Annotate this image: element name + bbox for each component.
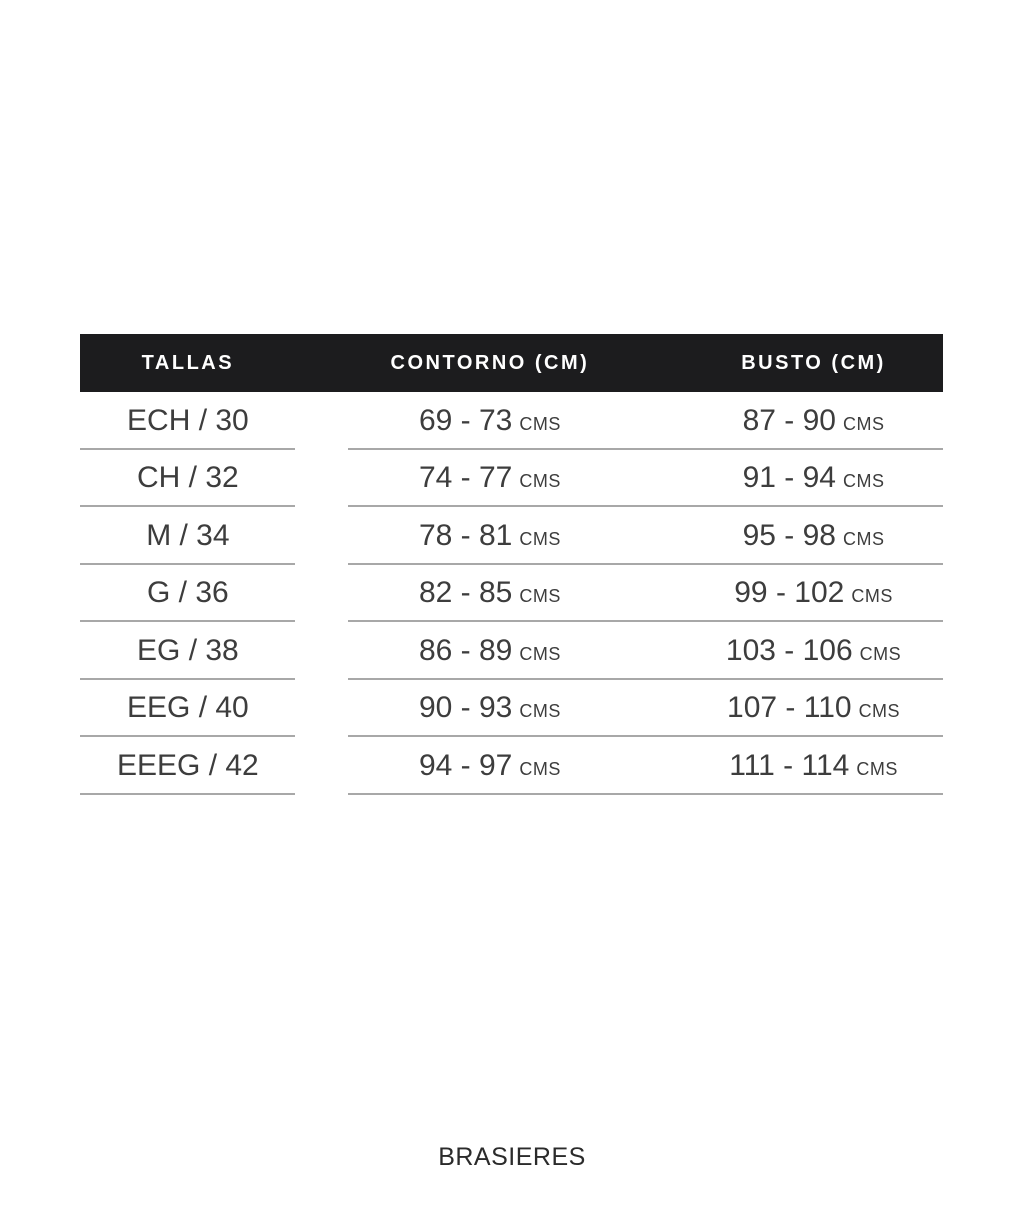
table-row [80, 565, 943, 623]
size-chart-table [80, 334, 943, 795]
table-row [80, 680, 943, 738]
contorno-unit-label: CMS [519, 471, 561, 492]
contorno-range-value: 90 - 93 [418, 691, 513, 725]
size-value: G / 36 [147, 576, 229, 610]
busto-range-value: 103 - 106 [725, 633, 853, 667]
table-row [80, 507, 943, 565]
contorno-range-value: 86 - 89 [418, 633, 513, 667]
busto-range-value: 99 - 102 [734, 576, 845, 610]
contorno-range-value: 78 - 81 [418, 518, 513, 552]
size-cell [80, 634, 296, 668]
size-cell [80, 576, 296, 610]
category-caption: BRASIERES [438, 1143, 586, 1171]
size-cell [80, 404, 296, 438]
contorno-cell [296, 691, 684, 725]
table-row [80, 450, 943, 508]
busto-cell [684, 691, 943, 725]
contorno-cell [296, 576, 684, 610]
busto-range-value: 111 - 114 [729, 748, 850, 782]
contorno-range-value: 74 - 77 [418, 461, 513, 495]
busto-range-value: 107 - 110 [727, 691, 852, 725]
size-value: ECH / 30 [127, 403, 249, 437]
table-header-row [80, 334, 943, 392]
busto-unit-label: CMS [842, 413, 885, 434]
contorno-cell [296, 461, 684, 495]
size-cell [80, 519, 296, 553]
busto-cell [684, 461, 943, 495]
table-row [80, 392, 943, 450]
busto-cell [684, 576, 943, 610]
size-value: EG / 38 [137, 633, 239, 667]
column-header-contorno: CONTORNO (CM) [390, 351, 590, 374]
column-header-busto: BUSTO (CM) [741, 351, 886, 374]
busto-unit-label: CMS [858, 701, 901, 722]
contorno-range-value: 94 - 97 [418, 748, 513, 782]
size-cell [80, 461, 296, 495]
contorno-unit-label: CMS [519, 413, 561, 434]
size-cell [80, 749, 296, 783]
table-row [80, 737, 943, 795]
contorno-unit-label: CMS [519, 528, 561, 549]
contorno-unit-label: CMS [519, 586, 561, 607]
contorno-range-value: 69 - 73 [418, 403, 513, 437]
size-cell [80, 691, 296, 725]
busto-cell [684, 749, 943, 783]
busto-unit-label: CMS [851, 586, 893, 607]
contorno-unit-label: CMS [519, 758, 561, 779]
busto-unit-label: CMS [859, 643, 902, 664]
busto-cell [684, 404, 943, 438]
table-row [80, 622, 943, 680]
contorno-range-value: 82 - 85 [418, 576, 513, 610]
busto-unit-label: CMS [856, 758, 898, 779]
contorno-unit-label: CMS [519, 643, 561, 664]
column-header-tallas: TALLAS [141, 351, 235, 374]
size-value: EEG / 40 [127, 691, 249, 725]
busto-unit-label: CMS [842, 471, 885, 492]
busto-unit-label: CMS [842, 528, 885, 549]
busto-range-value: 87 - 90 [742, 403, 836, 437]
busto-range-value: 95 - 98 [742, 518, 836, 552]
contorno-cell [296, 519, 684, 553]
contorno-cell [296, 749, 684, 783]
size-value: M / 34 [146, 518, 230, 552]
contorno-cell [296, 404, 684, 438]
contorno-unit-label: CMS [519, 701, 561, 722]
busto-cell [684, 634, 943, 668]
busto-range-value: 91 - 94 [742, 461, 836, 495]
contorno-cell [296, 634, 684, 668]
size-value: CH / 32 [137, 461, 239, 495]
table-body [80, 392, 943, 795]
busto-cell [684, 519, 943, 553]
size-value: EEEG / 42 [117, 748, 259, 782]
